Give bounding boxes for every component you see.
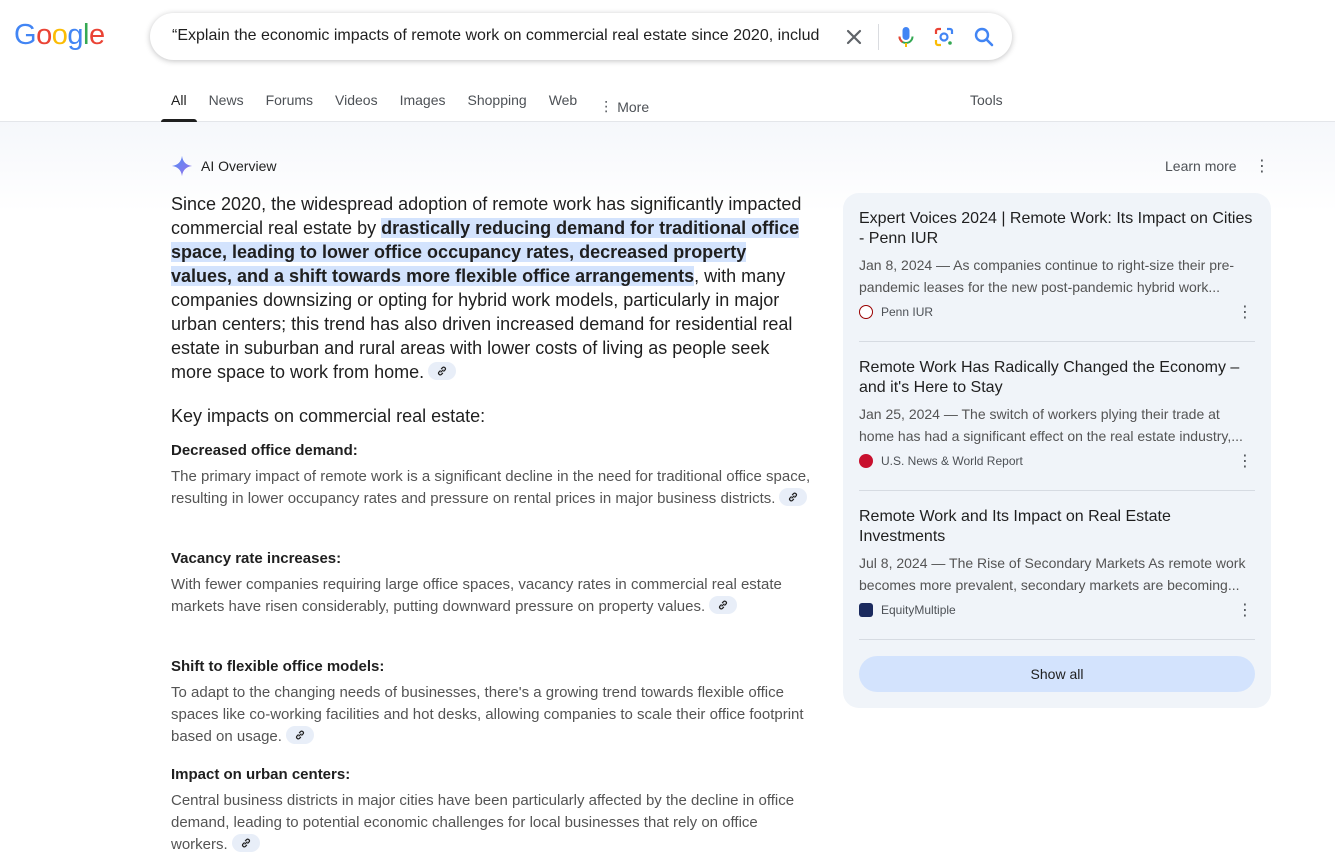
key-impacts-title: Key impacts on commercial real estate:: [171, 406, 486, 426]
search-box[interactable]: [150, 13, 1012, 60]
source-card[interactable]: [859, 209, 1255, 319]
divider: [859, 341, 1255, 342]
equitymultiple-favicon-icon: [859, 603, 873, 617]
tab-forums[interactable]: Forums: [265, 92, 314, 108]
source-card[interactable]: [859, 358, 1255, 468]
microphone-icon[interactable]: [892, 23, 920, 51]
header: [0, 0, 1335, 122]
ai-overview-header: [171, 155, 276, 177]
logo-letter: g: [67, 19, 83, 51]
logo-letter: l: [82, 19, 89, 51]
impact-text-body: To adapt to the changing needs of businesses, there's a growing trend towards flexible office spaces like co-working facilities and hot desks, allowing companies to scale their office footprint based on usage.: [171, 684, 804, 745]
link-chip[interactable]: [232, 834, 260, 852]
penn-iur-favicon-icon: [859, 305, 873, 319]
source-title[interactable]: Remote Work Has Radically Changed the Economy – and it's Here to Stay: [859, 359, 1240, 396]
source-snippet: Jan 8, 2024 — As companies continue to right-size their pre-pandemic leases for the new post-pandemic hybrid work...: [859, 257, 1235, 295]
link-chip[interactable]: [779, 488, 807, 506]
source-site-name: EquityMultiple: [881, 603, 956, 617]
logo-letter: G: [14, 19, 37, 51]
tab-shopping[interactable]: Shopping: [467, 92, 527, 108]
impact-item: [171, 550, 811, 618]
impact-title: Shift to flexible office models:: [171, 658, 385, 675]
link-chip[interactable]: [709, 596, 737, 614]
close-icon[interactable]: [840, 23, 868, 51]
logo-letter: o: [36, 19, 52, 51]
sources-panel: [843, 193, 1271, 708]
ai-summary: [171, 192, 811, 384]
tab-more-label: More: [617, 98, 650, 115]
source-title[interactable]: Expert Voices 2024 | Remote Work: Its Impact on Cities - Penn IUR: [859, 210, 1253, 247]
source-title[interactable]: Remote Work and Its Impact on Real Estate Investments: [859, 508, 1171, 545]
tab-images[interactable]: Images: [399, 92, 446, 108]
link-chip[interactable]: [286, 726, 314, 744]
divider: [859, 490, 1255, 491]
impact-text: [171, 466, 811, 510]
source-site: [859, 305, 1255, 319]
link-icon: [717, 599, 729, 611]
divider: [859, 639, 1255, 640]
logo-letter: o: [51, 19, 68, 51]
divider: [878, 24, 879, 50]
link-icon: [240, 837, 252, 849]
lens-icon[interactable]: [930, 23, 958, 51]
impact-text: [171, 790, 811, 856]
impact-text: [171, 574, 811, 618]
search-tabs: [161, 80, 671, 121]
ai-overview-label: AI Overview: [201, 158, 277, 174]
link-chip[interactable]: [428, 362, 456, 380]
source-snippet: Jul 8, 2024 — The Rise of Secondary Markets As remote work becomes more prevalent, secondary markets are becoming...: [859, 555, 1246, 593]
more-vert-icon[interactable]: ⋮: [1254, 158, 1270, 175]
more-vert-icon: ⋮: [599, 98, 614, 114]
link-icon: [787, 491, 799, 503]
source-snippet: Jan 25, 2024 — The switch of workers plying their trade at home has had a significant effect on the real estate industry,...: [859, 406, 1243, 444]
impact-text-body: The primary impact of remote work is a significant decline in the need for traditional office space, resulting in lower occupancy rates and pressure on rental prices in major business districts.: [171, 468, 811, 507]
google-logo[interactable]: [14, 19, 105, 52]
impact-text-body: With fewer companies requiring large office spaces, vacancy rates in commercial real estate markets have risen considerably, putting downward pressure on property values.: [171, 576, 782, 615]
impact-title: Impact on urban centers:: [171, 766, 351, 783]
more-vert-icon[interactable]: ⋮: [1237, 453, 1253, 470]
logo-letter: e: [88, 19, 105, 51]
tab-news[interactable]: News: [208, 92, 244, 108]
summary-highlight: drastically reducing demand for traditional office space, leading to lower office occupancy rates, decreased property values, and a shift towards more flexible office arrangements: [171, 218, 800, 286]
impact-text: [171, 682, 811, 748]
usnews-favicon-icon: [859, 454, 873, 468]
search-input[interactable]: “Explain the economic impacts of remote work on commercial real estate since 2020, includ: [172, 27, 820, 44]
tab-all[interactable]: All: [161, 80, 197, 121]
impact-item: [171, 658, 811, 748]
source-site-name: U.S. News & World Report: [881, 454, 1023, 468]
learn-more-link[interactable]: Learn more: [1165, 158, 1237, 174]
summary-text: Since 2020, the widespread adoption of remote work has significantly impacted commercial real estate by: [171, 194, 802, 238]
search-icon[interactable]: [970, 23, 998, 51]
impact-item: [171, 766, 811, 856]
tab-web[interactable]: Web: [548, 92, 578, 108]
tab-videos[interactable]: Videos: [335, 92, 378, 108]
link-icon: [294, 729, 306, 741]
summary-text: , with many companies downsizing or opting for hybrid work models, particularly in major urban centers; this trend has also driven increased demand for residential real estate in suburban and rural areas with lower costs of living as people seek more space to work from home.: [171, 266, 793, 382]
tab-more[interactable]: [599, 80, 649, 121]
link-icon: [436, 365, 448, 377]
sparkle-icon: [171, 155, 193, 177]
impact-title: Decreased office demand:: [171, 442, 358, 459]
impact-item: [171, 442, 811, 510]
more-vert-icon[interactable]: ⋮: [1237, 304, 1253, 321]
impact-title: Vacancy rate increases:: [171, 550, 342, 567]
more-vert-icon[interactable]: ⋮: [1237, 602, 1253, 619]
impact-text-body: Central business districts in major cities have been particularly affected by the decline in office demand, leading to potential economic challenges for local businesses that rely on office workers.: [171, 792, 795, 853]
source-card[interactable]: [859, 507, 1255, 617]
source-site: [859, 603, 1255, 617]
source-site: [859, 454, 1255, 468]
tools-button[interactable]: Tools: [970, 92, 1003, 108]
source-site-name: Penn IUR: [881, 305, 934, 319]
show-all-button[interactable]: Show all: [859, 656, 1255, 692]
